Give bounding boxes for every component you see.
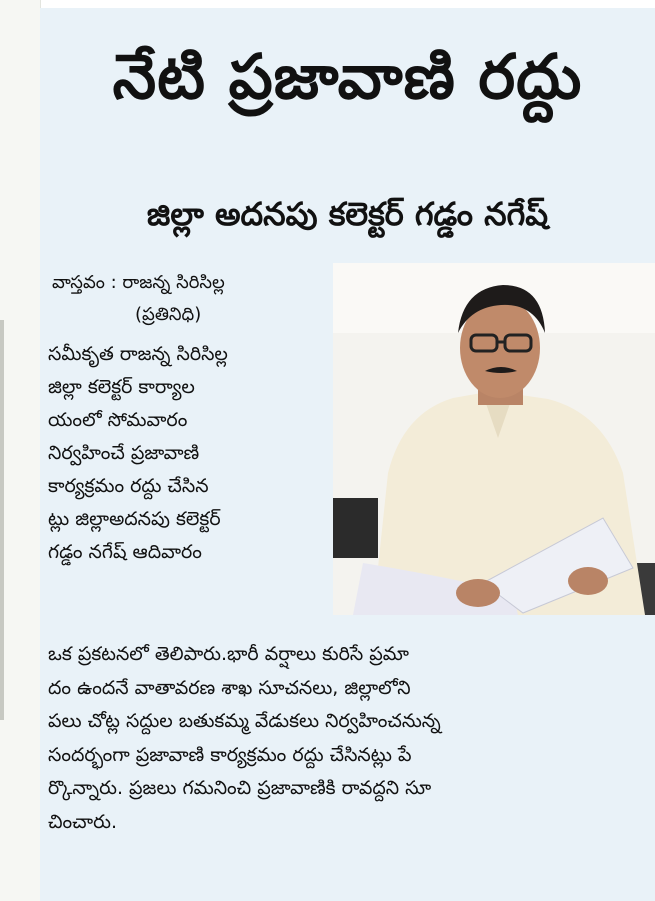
column-line: కార్యక్రమం రద్దు చేసిన: [48, 475, 209, 497]
column-line: యంలో సోమవారం: [48, 409, 188, 431]
body-line: పలు చోట్ల సద్దుల బతుకమ్మ వేడుకలు నిర్వహించనున్న: [48, 710, 441, 732]
subheadline: జిల్లా అదనపు కలెక్టర్ గడ్డం నగేష్: [146, 195, 549, 233]
headline: నేటి ప్రజావాణి రద్దు: [112, 40, 583, 113]
person-photo-illustration: [333, 263, 655, 615]
body-line: ర్కొన్నారు. ప్రజలు గమనించి ప్రజావాణికి రావద్దని సూ: [48, 777, 432, 799]
column-line: సమీకృత రాజన్న సిరిసిల్ల: [48, 343, 228, 365]
article: [40, 8, 655, 901]
collector-photo: [333, 263, 655, 615]
article-body: [48, 638, 648, 839]
column-line: నిర్వహించే ప్రజావాణి: [48, 442, 200, 464]
column-line: జిల్లా కలెక్టర్ కార్యాల: [48, 376, 195, 398]
dateline-correspondent: (ప్రతినిధి): [135, 304, 202, 325]
body-line: చించారు.: [48, 810, 118, 833]
column-text: [48, 338, 338, 569]
body-line: సందర్భంగా ప్రజావాణి కార్యక్రమం రద్దు చేసినట్లు పే: [48, 743, 412, 766]
dateline: వాస్తవం : రాజన్న సిరిసిల్ల: [52, 272, 225, 293]
adjacent-column-edge: [0, 320, 4, 720]
body-line: దం ఉందనే వాతావరణ శాఖ సూచనలు, జిల్లాలోని: [48, 676, 411, 699]
column-line: ట్లు జిల్లాఅదనపు కలెక్టర్: [48, 508, 221, 530]
body-line: ఒక ప్రకటనలో తెలిపారు.భారీ వర్షాలు కురిసే ప్రమా: [48, 643, 409, 665]
column-line: గడ్డం నగేష్ ఆదివారం: [48, 541, 202, 563]
adjacent-column-strip: [0, 0, 41, 901]
